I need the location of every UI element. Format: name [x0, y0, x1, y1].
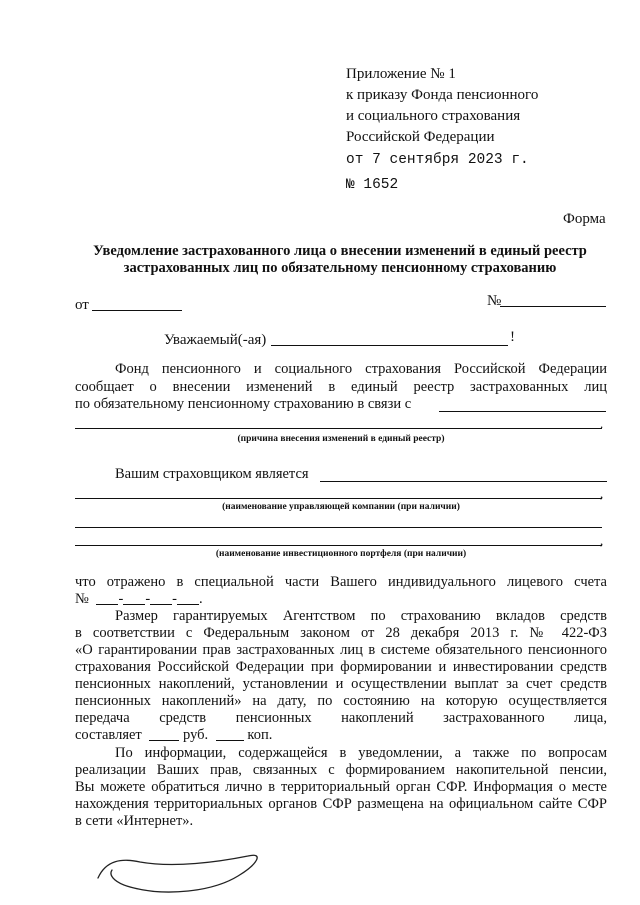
insurer-label: Вашим страховщиком является — [115, 466, 309, 482]
amount-row — [75, 727, 272, 744]
portfolio-field-line-2[interactable] — [75, 545, 602, 546]
amount-rubles-field[interactable] — [149, 727, 179, 741]
p4-line-4: нахождения территориальных органов СФР размещена на официальном сайте СФР — [75, 796, 607, 812]
number-label: № — [487, 293, 502, 309]
p1-line-2: сообщает о внесении изменений в единый реестр застрахованных лиц — [75, 379, 607, 395]
document-title-line-2: застрахованных лиц по обязательному пенсионному страхованию — [123, 260, 557, 276]
snils-part-1[interactable] — [96, 591, 118, 605]
p3-line-7: передача средств пенсионных накоплений застрахованного лица, — [75, 710, 607, 726]
amount-label: составляет — [75, 727, 142, 743]
order-line-1: к приказу Фонда пенсионного — [346, 87, 539, 103]
caption-portfolio: (наименование инвестиционного портфеля (при наличии) — [215, 549, 467, 559]
p4-line-2: реализации Ваших прав, связанных с формированием накопительной пенсии, — [75, 762, 607, 778]
caption-company: (наименование управляющей компании (при наличии) — [222, 502, 460, 512]
dear-label: Уважаемый(-ая) — [164, 332, 267, 348]
portfolio-field-line-1[interactable] — [75, 527, 602, 528]
reason-end-dot: . — [600, 416, 604, 431]
kopeks-label: коп. — [247, 727, 273, 743]
p4-line-5: в сети «Интернет». — [75, 813, 194, 829]
account-number-row: № - - - . — [75, 591, 203, 607]
company-end-comma: , — [600, 486, 604, 501]
reason-field[interactable] — [439, 411, 606, 412]
company-field[interactable] — [75, 498, 602, 499]
from-date-field[interactable] — [92, 310, 182, 311]
p1-line-3: по обязательному пенсионному страхованию в связи с — [75, 396, 412, 412]
portfolio-end-comma: , — [600, 533, 604, 548]
p3-line-5: пенсионных накоплений, установлении и осуществлении выплат за счет средств — [75, 676, 607, 692]
caption-reason: (причина внесения изменений в единый реестр) — [237, 434, 445, 444]
order-number: № 1652 — [346, 177, 399, 193]
amount-kopeks-field[interactable] — [216, 727, 244, 741]
p3-line-2: в соответствии с Федеральным законом от 28 декабря 2013 г. № 422-ФЗ — [75, 625, 607, 641]
document-title-line-1: Уведомление застрахованного лица о внесении изменений в единый реестр — [93, 243, 587, 259]
signature-scribble — [88, 848, 288, 900]
p1-line-1: Фонд пенсионного и социального страхования Российской Федерации — [115, 361, 607, 377]
p3-line-4: страхования Российской Федерации при формировании и инвестировании средств — [75, 659, 607, 675]
p4-line-3: Вы можете обратиться лично в территориальный орган СФР. Информация о месте — [75, 779, 607, 795]
order-date: от 7 сентября 2023 г. — [346, 152, 529, 168]
reason-field-line-2[interactable] — [75, 428, 602, 429]
snils-part-4[interactable] — [177, 591, 199, 605]
notice-number-field[interactable] — [500, 306, 606, 307]
appendix-title: Приложение № 1 — [346, 66, 456, 82]
recipient-name-field[interactable] — [271, 345, 508, 346]
form-label: Форма — [563, 211, 606, 227]
from-label: от — [75, 297, 89, 313]
rubles-label: руб. — [183, 727, 209, 743]
order-line-2: и социального страхования — [346, 108, 521, 124]
snils-part-2[interactable] — [123, 591, 145, 605]
p3-line-1: Размер гарантируемых Агентством по страхованию вкладов средств — [115, 608, 607, 624]
snils-part-3[interactable] — [150, 591, 172, 605]
p3-line-6: пенсионных накоплений» на дату, по состоянию на которую осуществляется — [75, 693, 607, 709]
p4-line-1: По информации, содержащейся в уведомлении, а также по вопросам — [115, 745, 607, 761]
dear-exclamation: ! — [510, 329, 515, 345]
insurer-field[interactable] — [320, 481, 607, 482]
p2-line-1: что отражено в специальной части Вашего индивидуального лицевого счета — [75, 574, 607, 590]
order-line-3: Российской Федерации — [346, 129, 495, 145]
account-number-prefix: № — [75, 591, 89, 607]
p3-line-3: «О гарантировании прав застрахованных лиц в системе обязательного пенсионного — [75, 642, 607, 658]
